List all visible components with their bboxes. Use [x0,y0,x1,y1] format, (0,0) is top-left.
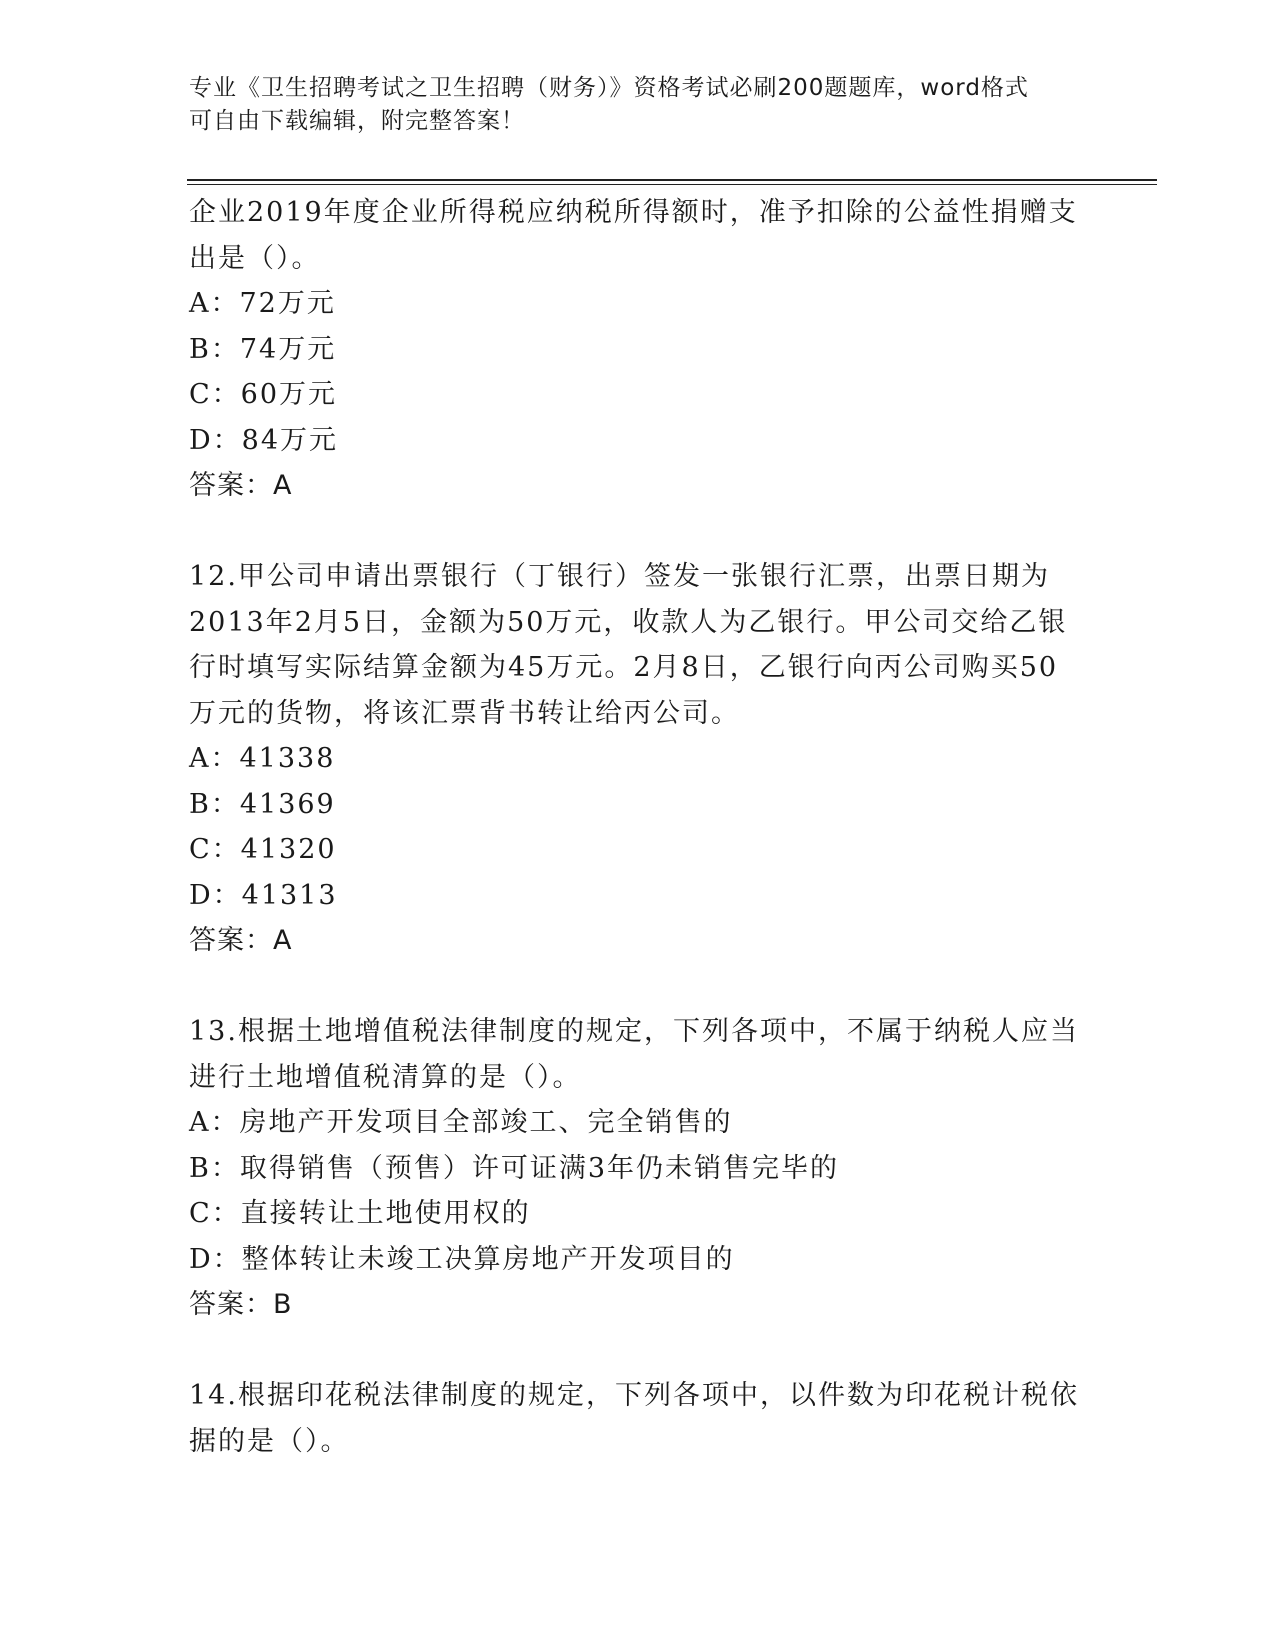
question-text-line: 万元的货物，将该汇票背书转让给丙公司。 [189,697,740,729]
option-d: D：84万元 [189,424,339,456]
question-spacer [189,509,1089,555]
option-b: B：74万元 [189,333,337,365]
option-c: C：60万元 [189,379,338,410]
question-list [189,190,1089,1464]
option-a: A：房地产开发项目全部竣工、完全销售的 [189,1107,733,1138]
question-spacer [189,1328,1089,1374]
question-text-line: 14.根据印花税法律制度的规定，下列各项中，以件数为印花税计税依 [189,1380,1079,1411]
question-11 [189,190,1089,509]
question-text-line: 12.甲公司申请出票银行（丁银行）签发一张银行汇票，出票日期为 [189,561,1050,592]
question-text-line: 行时填写实际结算金额为45万元。2月8日，乙银行向丙公司购买50 [189,652,1059,683]
option-d: D：41313 [189,879,338,911]
document-header [189,72,1089,138]
header-line-1: 专业《卫生招聘考试之卫生招聘（财务）》资格考试必刷200题题库，word格式 [189,75,1029,101]
question-text-line: 企业2019年度企业所得税应纳税所得额时，准予扣除的公益性捐赠支 [189,197,1078,228]
header-divider-thick [187,179,1157,181]
question-12 [189,554,1089,964]
question-text-line: 出是（）。 [189,242,321,274]
question-13 [189,1009,1089,1328]
option-d: D：整体转让未竣工决算房地产开发项目的 [189,1243,735,1275]
option-c: C：直接转让土地使用权的 [189,1198,531,1229]
question-text-line: 2013年2月5日，金额为50万元，收款人为乙银行。甲公司交给乙银 [189,606,1068,638]
question-text-line: 13.根据土地增值税法律制度的规定，下列各项中，不属于纳税人应当 [189,1016,1079,1047]
option-b: B：取得销售（预售）许可证满3年仍未销售完毕的 [189,1152,840,1184]
question-text-line: 进行土地增值税清算的是（）。 [189,1061,582,1093]
answer-line: 答案：A [189,470,293,501]
option-c: C：41320 [189,834,337,865]
question-text-line: 据的是（）。 [189,1425,350,1457]
option-a: A：72万元 [189,288,336,319]
header-line-2: 可自由下载编辑，附完整答案！ [189,108,525,134]
option-b: B：41369 [189,788,336,820]
answer-line: 答案：A [189,925,293,956]
question-14 [189,1373,1089,1464]
option-a: A：41338 [189,743,336,774]
question-spacer [189,964,1089,1010]
answer-line: 答案：B [189,1289,293,1320]
header-divider-thin [187,184,1157,185]
